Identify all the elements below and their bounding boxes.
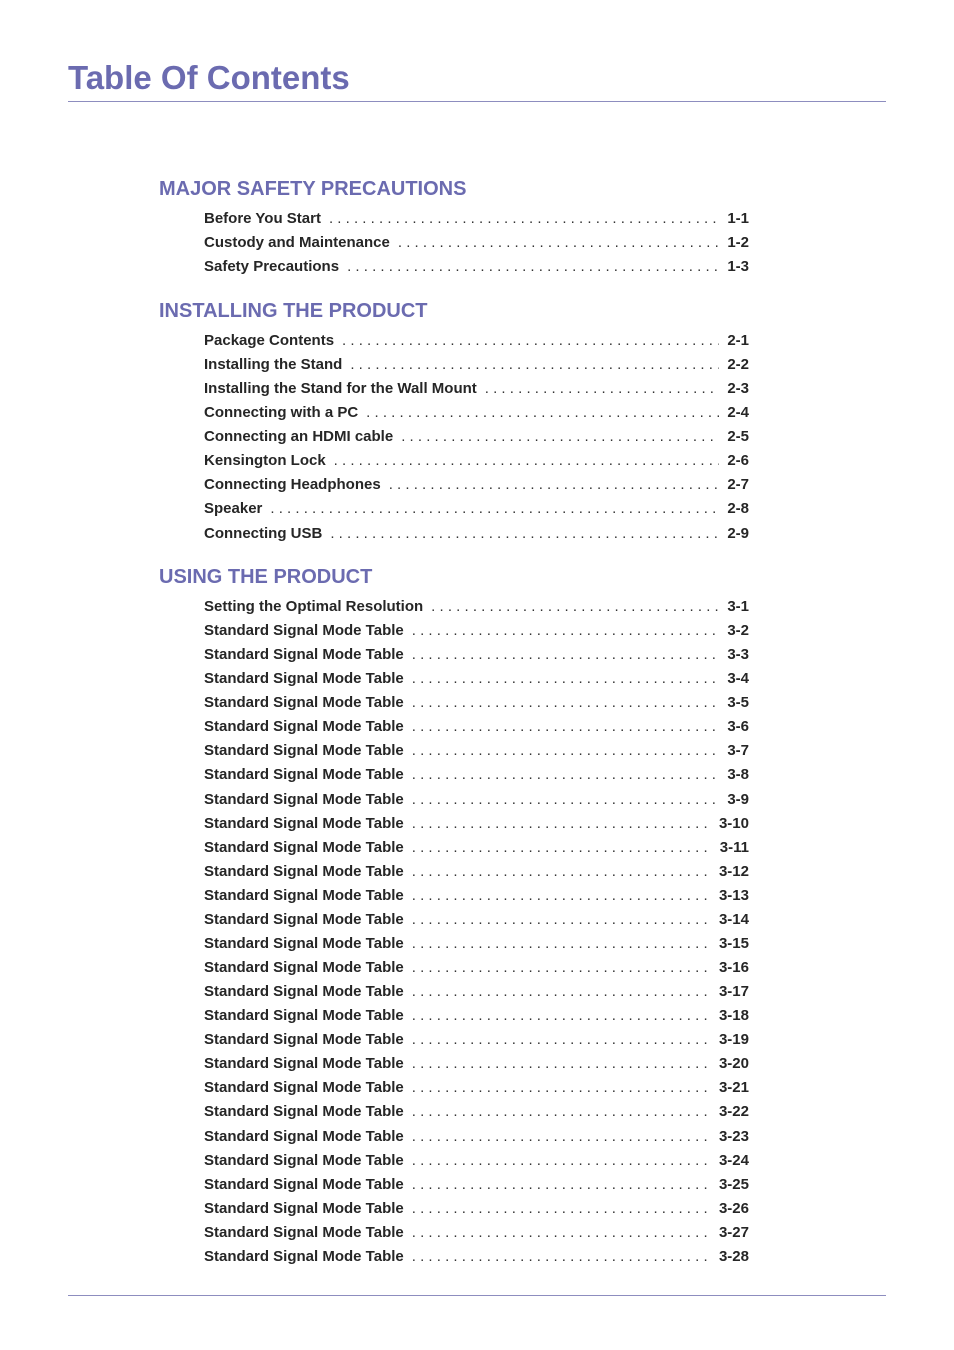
dot-leader	[412, 1221, 711, 1245]
toc-entry-label: Standard Signal Mode Table	[204, 1007, 404, 1025]
toc-entry[interactable]	[204, 1149, 749, 1173]
toc-entry-page-number: 3-24	[718, 1151, 749, 1169]
toc-entry-page-number: 2-1	[727, 332, 749, 349]
toc-entry-label: Connecting with a PC	[204, 404, 359, 422]
toc-entry-page-number: 3-3	[727, 646, 749, 664]
toc-entry-page-number: 2-2	[727, 356, 749, 374]
toc-entry-page-number: 3-14	[718, 910, 749, 928]
dot-leader	[270, 497, 719, 521]
toc-entry-label: Standard Signal Mode Table	[204, 694, 404, 712]
toc-entry-label: Custody and Maintenance	[204, 234, 390, 252]
toc-entry-page-number: 1-3	[727, 258, 749, 276]
toc-entry-page-number: 3-12	[718, 862, 749, 880]
toc-entry-page-number: 3-10	[718, 814, 749, 832]
toc-entry-page-number: 1-1	[727, 210, 749, 227]
toc-entry-label: Standard Signal Mode Table	[204, 766, 404, 784]
toc-entry-label: Speaker	[204, 500, 263, 518]
toc-entry-page-number: 3-2	[727, 622, 749, 640]
toc-entry[interactable]	[204, 425, 749, 449]
toc-entry-page-number: 3-6	[727, 718, 749, 736]
toc-entry[interactable]	[204, 522, 749, 546]
toc-entry-label: Standard Signal Mode Table	[204, 718, 404, 736]
section-heading: MAJOR SAFETY PRECAUTIONS	[159, 178, 467, 200]
toc-entry-label: Standard Signal Mode Table	[204, 1079, 404, 1097]
toc-entry[interactable]	[204, 908, 749, 932]
dot-leader	[412, 1004, 711, 1028]
toc-entry[interactable]	[204, 739, 749, 763]
dot-leader	[412, 980, 711, 1004]
toc-entry-page-number: 3-25	[718, 1175, 749, 1193]
toc-entry-label: Standard Signal Mode Table	[204, 983, 404, 1001]
footer-rule	[68, 1295, 886, 1296]
toc-entry-page-number: 3-4	[727, 670, 749, 688]
toc-entry[interactable]	[204, 473, 749, 497]
toc-entry-page-number: 3-19	[718, 1031, 749, 1049]
toc-entry[interactable]	[204, 497, 749, 521]
dot-leader	[412, 619, 720, 643]
toc-entry[interactable]	[204, 860, 749, 884]
dot-leader	[412, 715, 720, 739]
toc-entry[interactable]	[204, 932, 749, 956]
toc-entry-label: Standard Signal Mode Table	[204, 622, 404, 640]
toc-entry-page-number: 3-11	[719, 838, 749, 856]
toc-entry[interactable]	[204, 231, 749, 255]
toc-entry-page-number: 3-17	[718, 983, 749, 1001]
dot-leader	[412, 908, 711, 932]
toc-entry[interactable]	[204, 1076, 749, 1100]
dot-leader	[342, 329, 719, 353]
dot-leader	[412, 1052, 711, 1076]
dot-leader	[412, 1149, 711, 1173]
toc-entry[interactable]	[204, 812, 749, 836]
dot-leader	[366, 401, 719, 425]
dot-leader	[412, 884, 711, 908]
toc-entry-page-number: 3-1	[727, 598, 749, 615]
toc-entry[interactable]	[204, 1052, 749, 1076]
dot-leader	[398, 231, 719, 255]
toc-entry[interactable]	[204, 619, 749, 643]
dot-leader	[350, 353, 719, 377]
dot-leader	[485, 377, 720, 401]
toc-entry-label: Connecting an HDMI cable	[204, 428, 394, 446]
toc-entry[interactable]	[204, 1197, 749, 1221]
toc-entry-page-number: 3-5	[727, 694, 749, 712]
toc-entry-label: Standard Signal Mode Table	[204, 862, 404, 880]
toc-entry[interactable]	[204, 353, 749, 377]
dot-leader	[412, 691, 720, 715]
toc-entry-page-number: 3-9	[727, 790, 749, 808]
toc-entry-label: Connecting Headphones	[204, 476, 381, 494]
toc-entry[interactable]	[204, 255, 749, 279]
toc-entry[interactable]	[204, 980, 749, 1004]
toc-entry-label: Setting the Optimal Resolution	[204, 598, 424, 615]
dot-leader	[412, 1100, 711, 1124]
toc-entry-page-number: 2-7	[727, 476, 749, 494]
toc-entry-label: Standard Signal Mode Table	[204, 838, 404, 856]
toc-entry[interactable]	[204, 1100, 749, 1124]
dot-leader	[389, 473, 720, 497]
toc-entry-label: Standard Signal Mode Table	[204, 1175, 404, 1193]
page-title: Table Of Contents	[68, 59, 350, 96]
dot-leader	[412, 812, 711, 836]
dot-leader	[329, 207, 719, 231]
toc-entry-label: Safety Precautions	[204, 258, 340, 276]
toc-entry-label: Standard Signal Mode Table	[204, 1127, 404, 1145]
dot-leader	[401, 425, 719, 449]
toc-entry[interactable]	[204, 329, 749, 353]
toc-entry-label: Standard Signal Mode Table	[204, 1055, 404, 1073]
toc-entry-label: Installing the Stand	[204, 356, 343, 374]
toc-entry[interactable]	[204, 715, 749, 739]
toc-entry-label: Standard Signal Mode Table	[204, 1223, 404, 1241]
toc-entry[interactable]	[204, 788, 749, 812]
toc-entry-page-number: 2-4	[727, 404, 749, 422]
toc-entry-label: Installing the Stand for the Wall Mount	[204, 380, 477, 398]
toc-entry[interactable]	[204, 691, 749, 715]
dot-leader	[412, 643, 720, 667]
toc-entry[interactable]	[204, 884, 749, 908]
toc-entry-page-number: 3-26	[718, 1199, 749, 1217]
toc-entry-label: Kensington Lock	[204, 452, 326, 470]
toc-entry[interactable]	[204, 1125, 749, 1149]
toc-entry-label: Standard Signal Mode Table	[204, 934, 404, 952]
toc-entry-page-number: 2-5	[727, 428, 749, 446]
dot-leader	[347, 255, 719, 279]
dot-leader	[412, 1028, 711, 1052]
toc-entry[interactable]	[204, 763, 749, 787]
toc-entry[interactable]	[204, 1173, 749, 1197]
toc-entry[interactable]	[204, 643, 749, 667]
toc-entry-page-number: 2-3	[727, 380, 749, 398]
toc-entry[interactable]	[204, 1004, 749, 1028]
dot-leader	[412, 932, 711, 956]
toc-entry-page-number: 3-23	[718, 1127, 749, 1145]
toc-entry[interactable]	[204, 1028, 749, 1052]
toc-entry-label: Standard Signal Mode Table	[204, 959, 404, 977]
toc-entry-label: Standard Signal Mode Table	[204, 814, 404, 832]
dot-leader	[412, 763, 720, 787]
toc-entry-page-number: 3-22	[718, 1103, 749, 1121]
toc-entry[interactable]	[204, 667, 749, 691]
section-heading: USING THE PRODUCT	[159, 566, 373, 588]
toc-entry-page-number: 2-6	[727, 452, 749, 470]
toc-entry-page-number: 3-21	[718, 1079, 749, 1097]
dot-leader	[412, 860, 711, 884]
toc-entry-label: Standard Signal Mode Table	[204, 1031, 404, 1049]
dot-leader	[330, 522, 719, 546]
dot-leader	[412, 1125, 711, 1149]
dot-leader	[412, 667, 720, 691]
dot-leader	[412, 739, 720, 763]
toc-entry-label: Standard Signal Mode Table	[204, 790, 404, 808]
toc-entry-page-number: 3-8	[727, 766, 749, 784]
dot-leader	[334, 449, 720, 473]
toc-entry-page-number: 3-13	[718, 886, 749, 904]
toc-entry-page-number: 1-2	[727, 234, 749, 252]
dot-leader	[412, 1173, 711, 1197]
toc-entry-label: Before You Start	[204, 210, 321, 227]
section-heading: INSTALLING THE PRODUCT	[159, 300, 428, 322]
toc-entry[interactable]	[204, 401, 749, 425]
toc-entry[interactable]	[204, 956, 749, 980]
toc-entry-label: Standard Signal Mode Table	[204, 1247, 404, 1265]
toc-entry-label: Standard Signal Mode Table	[204, 1103, 404, 1121]
toc-entry-page-number: 3-15	[718, 934, 749, 952]
toc-entry[interactable]	[204, 595, 749, 619]
toc-entry[interactable]	[204, 1221, 749, 1245]
toc-entry-label: Standard Signal Mode Table	[204, 1199, 404, 1217]
dot-leader	[412, 1197, 711, 1221]
toc-entry[interactable]	[204, 836, 749, 860]
toc-entry[interactable]	[204, 207, 749, 231]
dot-leader	[412, 788, 720, 812]
toc-entry-label: Connecting USB	[204, 524, 323, 542]
toc-entry-label: Standard Signal Mode Table	[204, 646, 404, 664]
toc-entry[interactable]	[204, 1245, 749, 1269]
dot-leader	[412, 1245, 711, 1269]
toc-entry-page-number: 2-9	[727, 524, 749, 542]
toc-entry-page-number: 3-20	[718, 1055, 749, 1073]
toc-entry-label: Standard Signal Mode Table	[204, 910, 404, 928]
dot-leader	[412, 836, 712, 860]
toc-entry-label: Standard Signal Mode Table	[204, 1151, 404, 1169]
toc-entry-page-number: 3-7	[727, 742, 749, 760]
dot-leader	[412, 1076, 711, 1100]
toc-entry-label: Standard Signal Mode Table	[204, 670, 404, 688]
toc-entry-label: Package Contents	[204, 332, 335, 349]
dot-leader	[431, 595, 719, 619]
toc-entry-page-number: 3-16	[718, 959, 749, 977]
dot-leader	[412, 956, 711, 980]
toc-entry-page-number: 3-28	[718, 1247, 749, 1265]
toc-entry[interactable]	[204, 377, 749, 401]
toc-entry-label: Standard Signal Mode Table	[204, 886, 404, 904]
toc-entry-page-number: 3-18	[718, 1007, 749, 1025]
toc-entry-page-number: 2-8	[727, 500, 749, 518]
toc-entry-label: Standard Signal Mode Table	[204, 742, 404, 760]
toc-entry-page-number: 3-27	[718, 1223, 749, 1241]
toc-entry[interactable]	[204, 449, 749, 473]
